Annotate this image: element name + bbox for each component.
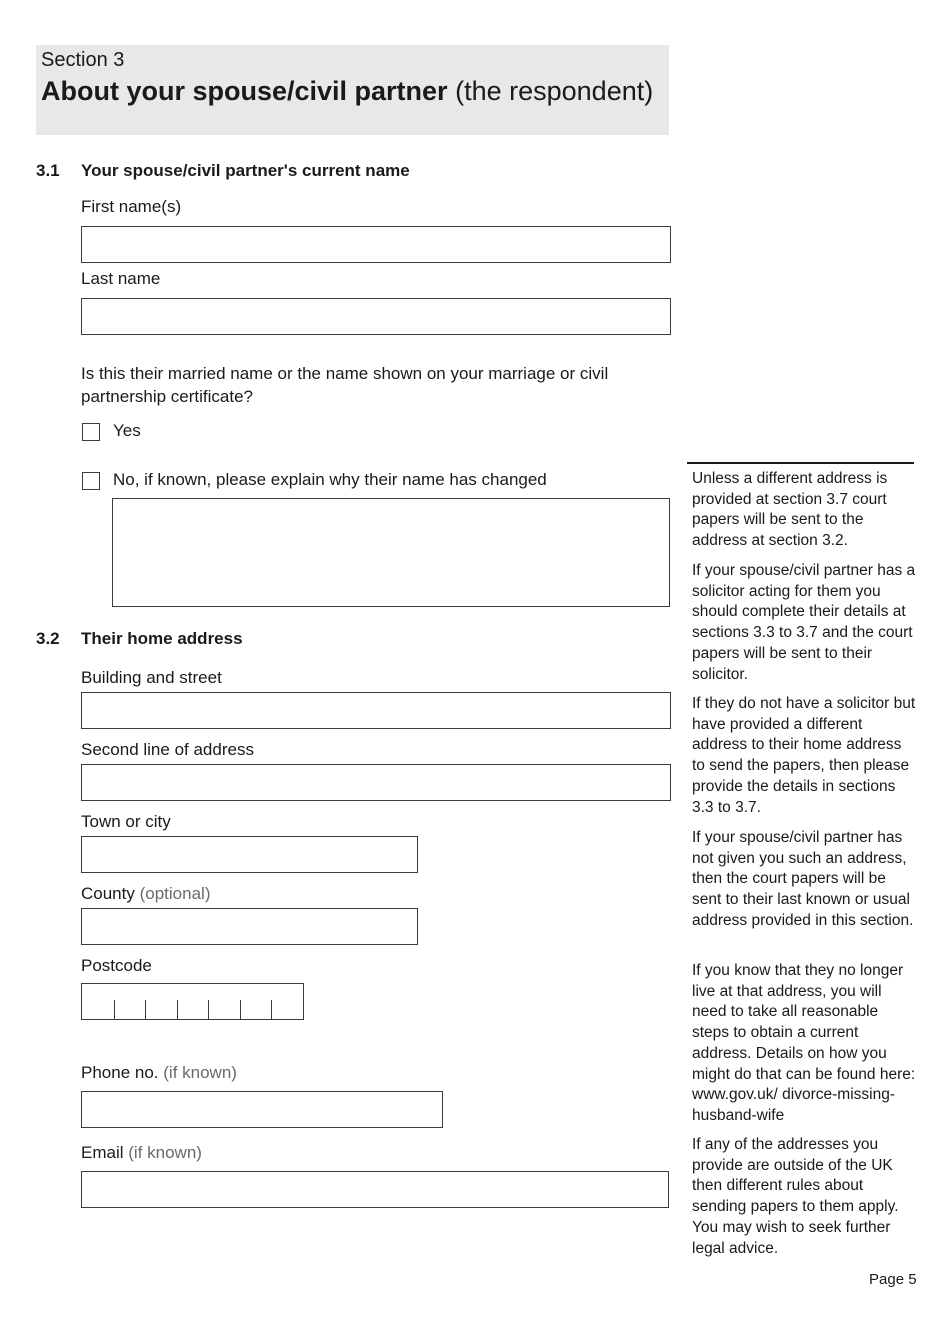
first-name-input[interactable]	[81, 226, 671, 263]
married-name-question-line1: Is this their married name or the name shown on your marriage or civil	[81, 364, 609, 383]
side-note-5: If you know that they no longer live at that address, you will need to take all reasonable steps to obtain a current address. Details on how you might do that can be found here: www.gov.uk/ divorce-missing-husband-wife	[692, 962, 916, 1124]
section-title	[41, 76, 653, 107]
first-name-label: First name(s)	[81, 197, 182, 216]
no-checkbox[interactable]	[82, 472, 100, 490]
married-name-question-line2: partnership certificate?	[81, 387, 253, 406]
question-title-3-2: Their home address	[81, 629, 243, 648]
yes-checkbox[interactable]	[82, 423, 100, 441]
side-note-6: If any of the addresses you provide are outside of the UK then different rules about sending papers to them apply. You may wish to seek further legal advice.	[692, 1136, 899, 1257]
yes-label: Yes	[113, 421, 141, 440]
last-name-label: Last name	[81, 269, 161, 288]
county-label-text: County	[81, 884, 135, 903]
phone-label-text: Phone no.	[81, 1063, 159, 1082]
side-notes-divider	[687, 462, 914, 464]
email-hint: (if known)	[128, 1143, 202, 1162]
question-number-3-1: 3.1	[36, 161, 60, 180]
side-note-4: If your spouse/civil partner has not given you such an address, then the court papers will be sent to their last known or usual address provided in this section.	[692, 829, 914, 929]
page-number: Page 5	[869, 1271, 917, 1288]
county-label	[81, 884, 210, 904]
side-note-3: If they do not have a solicitor but have provided a different address to their home address to send the papers, then please provide the details in sections 3.3 to 3.7.	[692, 695, 916, 816]
side-note-1: Unless a different address is provided at section 3.7 court papers will be sent to the address at section 3.2.	[692, 470, 888, 550]
question-title-3-1: Your spouse/civil partner's current name	[81, 161, 410, 180]
postcode-divider	[208, 1000, 209, 1019]
section-title-bold: About your spouse/civil partner	[41, 76, 448, 106]
postcode-divider	[177, 1000, 178, 1019]
building-street-label: Building and street	[81, 668, 222, 687]
county-input[interactable]	[81, 908, 418, 945]
email-input[interactable]	[81, 1171, 669, 1208]
email-label-text: Email	[81, 1143, 124, 1162]
building-street-input[interactable]	[81, 692, 671, 729]
section-label: Section 3	[41, 49, 125, 71]
postcode-divider	[271, 1000, 272, 1019]
no-label: No, if known, please explain why their name has changed	[113, 470, 547, 489]
postcode-divider	[240, 1000, 241, 1019]
second-line-input[interactable]	[81, 764, 671, 801]
second-line-label: Second line of address	[81, 740, 254, 759]
side-note-2: If your spouse/civil partner has a solicitor acting for them you should complete their details at sections 3.3 to 3.7 and the court papers will be sent to their solicitor.	[692, 562, 916, 683]
town-city-input[interactable]	[81, 836, 418, 873]
phone-hint: (if known)	[163, 1063, 237, 1082]
email-label	[81, 1143, 202, 1163]
postcode-label: Postcode	[81, 956, 152, 975]
last-name-input[interactable]	[81, 298, 671, 335]
section-title-light: (the respondent)	[455, 76, 654, 106]
postcode-divider	[145, 1000, 146, 1019]
question-number-3-2: 3.2	[36, 629, 60, 648]
town-city-label: Town or city	[81, 812, 171, 831]
phone-input[interactable]	[81, 1091, 443, 1128]
postcode-divider	[114, 1000, 115, 1019]
county-hint: (optional)	[139, 884, 211, 903]
postcode-input[interactable]	[81, 983, 304, 1020]
phone-label	[81, 1063, 237, 1083]
name-change-explanation-textarea[interactable]	[112, 498, 670, 607]
